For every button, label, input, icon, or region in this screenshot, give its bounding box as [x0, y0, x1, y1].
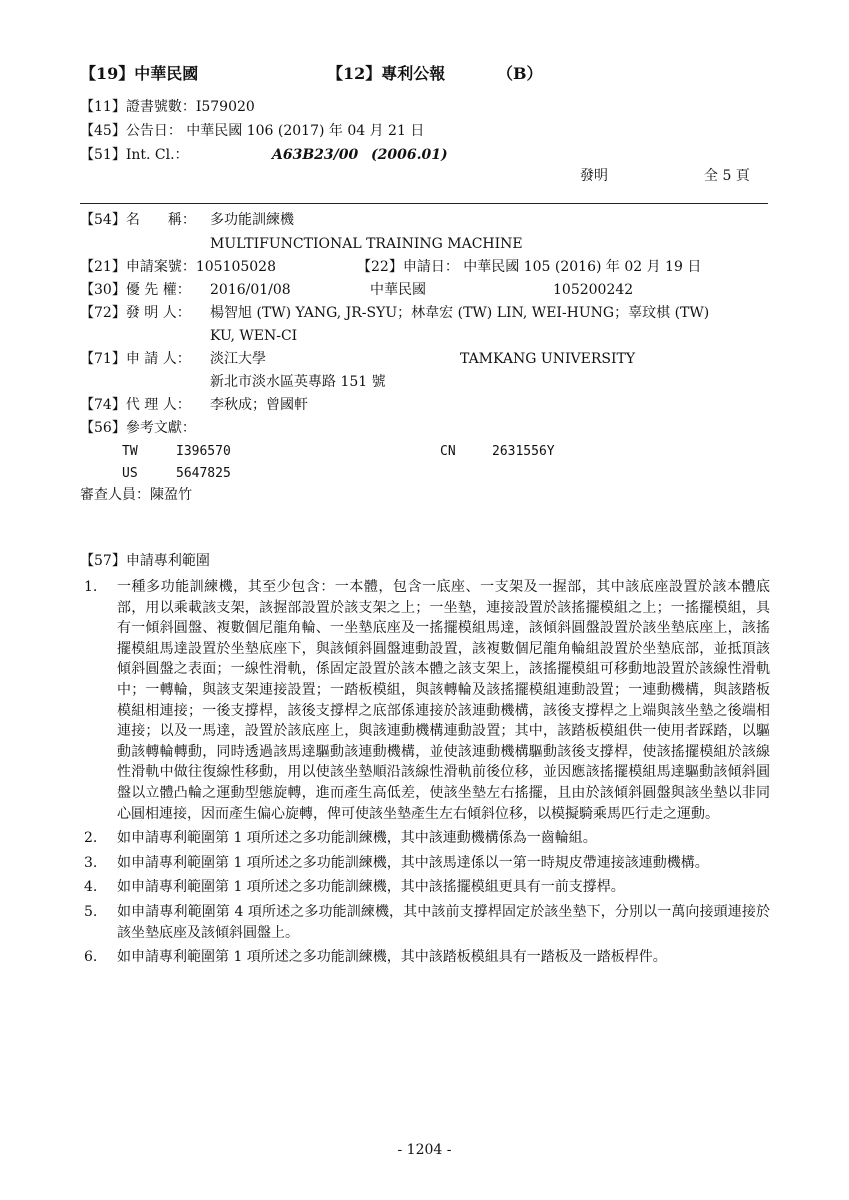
claim-item [84, 828, 770, 849]
claim-text: 一種多功能訓練機，其至少包含：一本體，包含一底座、一支架及一握部，其中該底座設置於該本體底部，用以乘載該支架，該握部設置於該支架之上；一坐墊，連接設置於該搖擺模組之上；一搖擺模組，具有一傾斜圓盤、複數個尼龍角輪、一坐墊底座及一搖擺模組馬達，該傾斜圓盤設置於該坐墊底座上，該搖擺模組馬達設置於坐墊底座下，與該傾斜圓盤連動設置，該複數個尼龍角輪組設置於坐墊底部，並抵頂該傾斜圓盤之表面；一線性滑軌，係固定設置於該本體之該支架上，該搖擺模組可移動地設置於該線性滑軌中；一轉輪，與該支架連接設置；一踏板模組，與該轉輪及該搖擺模組連動設置；一連動機構，與該踏板模組相連接；一後支撐桿，該後支撐桿之底部係連接於該連動機構，該後支撐桿之上端與該坐墊之後端相連接；以及一馬達，設置於該底座上，與該連動機構連動設置；其中，該踏板模組供一使用者踩踏，以驅動該轉輪轉動，同時透過該馬達驅動該連動機構，並使該連動機構驅動該後支撐桿，使該搖擺模組於該線性滑軌中做往復線性移動，用以使該坐墊順沿該線性滑軌前後位移，並因應該搖擺模組馬達驅動該傾斜圓盤以立體凸輪之運動型態旋轉，進而產生高低差，使該坐墊左右搖擺，且由於該傾斜圓盤與該坐墊以非同心圓相連接，因而產生偏心旋轉，俾可使該坐墊產生左右傾斜位移，以模擬騎乘馬匹行走之運動。 [117, 579, 770, 822]
title-label: 【54】名 稱： [80, 212, 196, 228]
claim-text: 如申請專利範圍第 4 項所述之多功能訓練機，其中該前支撐桿固定於該坐墊下，分別以一萬向接頭連接於該坐墊底座及該傾斜圓盤上。 [117, 903, 770, 941]
examiner: 審查人員：陳盈竹 [80, 487, 192, 503]
reference-number: 5647825 [176, 466, 231, 481]
claim-number: 3. [84, 854, 98, 871]
agent-names: 李秋成；曾國軒 [210, 397, 308, 413]
int-cl-label: 【51】Int. Cl.： [80, 147, 189, 163]
priority-date: 2016/01/08 [210, 282, 291, 298]
claim-number: 5. [84, 903, 98, 920]
applicant-address: 新北市淡水區英專路 151 號 [210, 374, 386, 390]
page-number: - 1204 - [397, 1142, 452, 1158]
claim-number: 4. [84, 879, 98, 896]
claim-number: 6. [84, 949, 98, 966]
application-number: 【21】申請案號：105105028 [80, 259, 276, 275]
claim-item [84, 577, 770, 824]
title-zh: 多功能訓練機 [210, 212, 294, 228]
priority-country: 中華民國 [370, 282, 426, 298]
patent-category: 發明 [580, 168, 608, 184]
application-date: 【22】申請日： 中華民國 105 (2016) 年 02 月 19 日 [357, 259, 702, 275]
inventor-label: 【72】發 明 人： [80, 305, 191, 321]
priority-number: 105200242 [553, 282, 634, 298]
claims-list [84, 577, 770, 972]
country-code: 【19】中華民國 [80, 64, 199, 83]
claim-text: 如申請專利範圍第 1 項所述之多功能訓練機，其中該連動機構係為一齒輪組。 [117, 830, 597, 847]
agent-label: 【74】代 理 人： [80, 397, 191, 413]
claims-heading: 【57】申請專利範圍 [80, 553, 210, 569]
inventor-names-continued: KU, WEN-CI [210, 328, 298, 344]
claim-number: 2. [84, 830, 98, 847]
claim-item [84, 902, 770, 943]
claim-text: 如申請專利範圍第 1 項所述之多功能訓練機，其中該搖擺模組更具有一前支撐桿。 [117, 879, 625, 896]
claim-item [84, 877, 770, 898]
claim-number: 1. [84, 579, 98, 595]
reference-country: US [122, 466, 138, 481]
claim-text: 如申請專利範圍第 1 項所述之多功能訓練機，其中該馬達係以一第一時規皮帶連接該連動機構。 [117, 854, 709, 871]
applicant-name-zh: 淡江大學 [210, 351, 266, 367]
reference-number: I396570 [176, 444, 231, 459]
priority-label: 【30】優 先 權： [80, 282, 191, 298]
reference-country: CN [440, 444, 456, 459]
references-label: 【56】參考文獻： [80, 420, 196, 436]
page-count: 全 5 頁 [704, 168, 750, 184]
claim-item [84, 853, 770, 874]
applicant-label: 【71】申 請 人： [80, 351, 191, 367]
claim-text: 如申請專利範圍第 1 項所述之多功能訓練機，其中該踏板模組具有一踏板及一踏板桿件。 [117, 949, 667, 966]
document-kind: （B） [497, 64, 543, 83]
certificate-number: 【11】證書號數：I579020 [80, 99, 255, 115]
header-divider [80, 203, 768, 204]
title-en: MULTIFUNCTIONAL TRAINING MACHINE [210, 236, 523, 252]
claim-item [84, 947, 770, 968]
reference-country: TW [122, 444, 138, 459]
document-type: 【12】專利公報 [327, 64, 446, 83]
reference-number: 2631556Y [492, 444, 555, 459]
inventor-names: 楊智旭 (TW) YANG, JR-SYU；林韋宏 (TW) LIN, WEI-HUNG；辜玟棋 (TW) [210, 305, 710, 321]
int-cl-version: (2006.01) [371, 147, 448, 163]
applicant-name-en: TAMKANG UNIVERSITY [460, 351, 636, 367]
publication-date: 【45】公告日： 中華民國 106 (2017) 年 04 月 21 日 [80, 123, 425, 139]
int-cl-value: A63B23/00 [272, 147, 359, 163]
